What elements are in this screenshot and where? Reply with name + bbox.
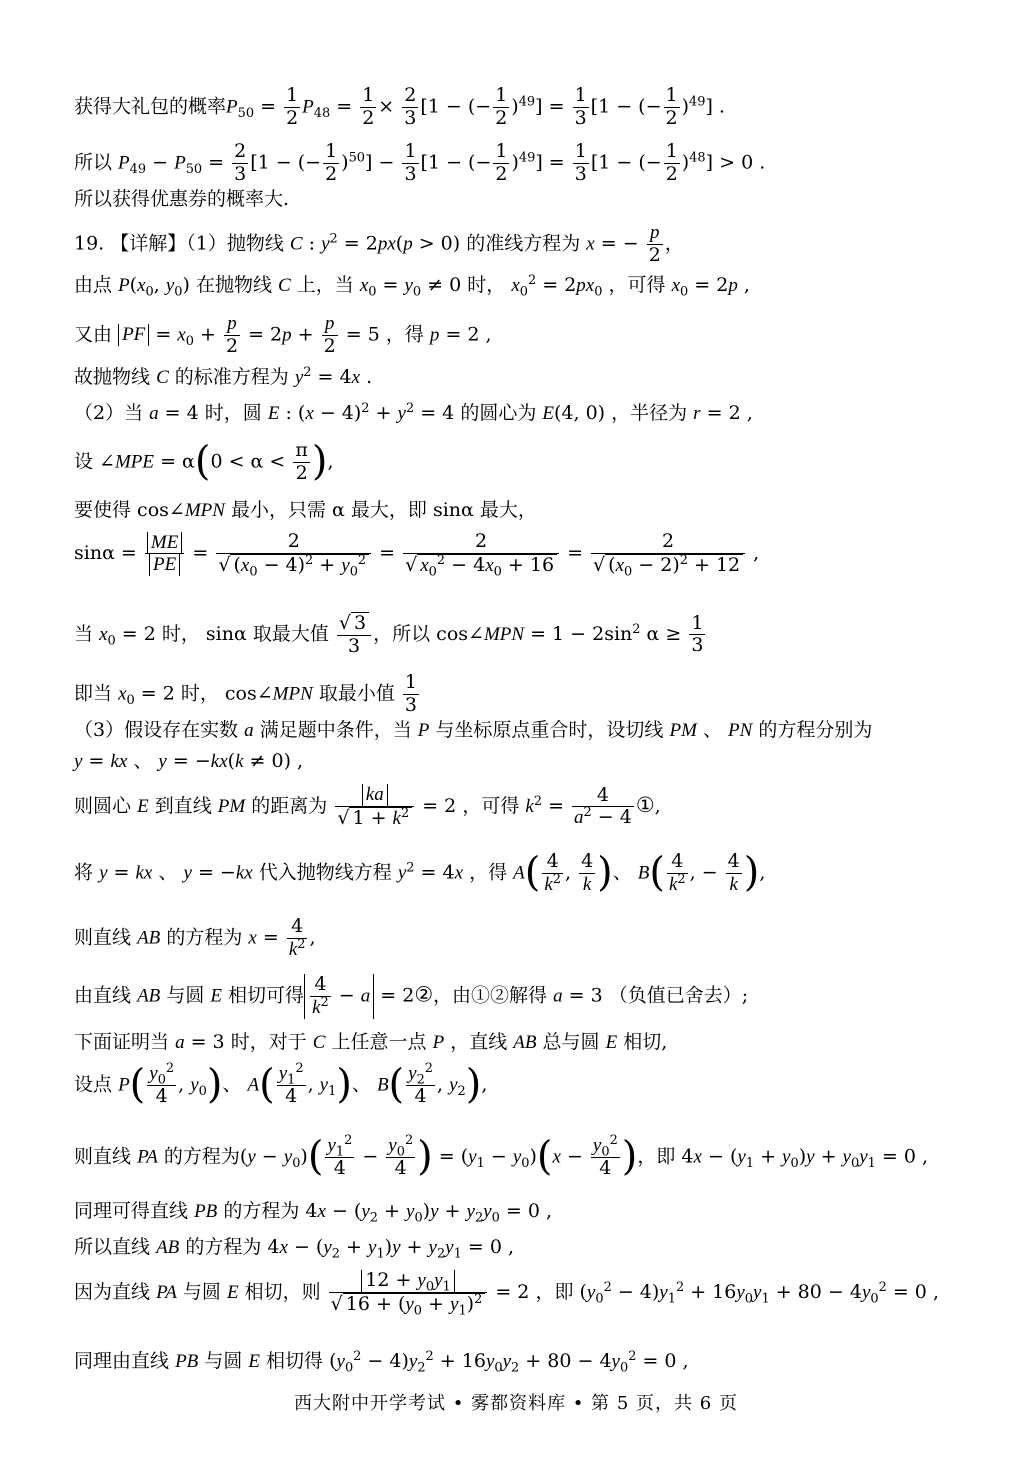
text: 则直线 <box>74 926 132 949</box>
text-line: sinα = $\frac{ME}{PE}$ = $\frac{2}{√ (x_0 - 4)^2 + y_0^2}$ = $\frac{2}{√ x_0^2 - 4x_0 + 16}$ = $\frac{2}{√ (x_0 - 2)^2 + 12}$ , <box>74 530 760 580</box>
text: 、 <box>158 861 178 884</box>
text: 与圆 <box>182 1280 221 1303</box>
text-line: 因为直线 PA 与圆 E 相切，则 $\frac{12 + y_0y_1}{√ 16 + (y_0 + y_1)^2}$ = 2 ，即 $(y_0^2 - 4)y_1^2 + 16y_0y_1 + 80 - 4y_0^2 = 0$ , <box>74 1269 939 1319</box>
text: 取最大值 <box>252 622 329 645</box>
text: ，所以 <box>373 622 431 645</box>
text: ，由①②解得 <box>433 984 548 1007</box>
text: ，直线 <box>450 1031 508 1053</box>
text: 同理可得直线 <box>74 1200 189 1222</box>
text: 时，对于 <box>230 1031 307 1053</box>
text: ，可得 <box>608 274 666 296</box>
text: 则直线 <box>74 1145 132 1168</box>
text: 最小，只需 <box>230 499 326 521</box>
text-line: （2）当 a = 4 时，圆 E : $(x - 4)^2 + y^2 = 4$ 的圆心为 E(4, 0) ，半径为 r = 2 , <box>74 400 753 424</box>
text: 的方程分别为 <box>758 719 873 741</box>
text: 因为直线 <box>74 1280 151 1303</box>
text: （3）假设存在实数 <box>74 719 239 741</box>
text: 的距离为 <box>251 794 328 817</box>
text-line: 由直线 AB 与圆 E 相切可得 $\frac{4}{k^2}$ − a = 2②，由①②解得 a = 3 （负值已舍去）; <box>74 973 749 1018</box>
text: 的圆心为 <box>460 402 537 424</box>
text: ，得 <box>385 323 424 346</box>
text-line: 则圆心 E 到直线 PM 的距离为 $\frac{ka}{√ 1 + k^2}$ = 2 ，可得 $k^2$ = $\frac{4}{a^2 - 4}$ ①, <box>74 783 661 829</box>
text-line: 当 $x_0 = 2$ 时， sinα 取最大值 $\frac{√ 3}{3}$ ，所以 cos∠MPN = $1 - 2\sin^2$ α ≥ $\frac{1}{3}$ <box>74 611 704 657</box>
text: 的方程为 <box>223 1200 300 1222</box>
text: 19. 【详解】（1）抛物线 <box>74 232 284 255</box>
text: ，半径为 <box>611 402 688 424</box>
text-line: 故抛物线 C 的标准方程为 $y^2 = 4x$ . <box>74 364 373 388</box>
text: 相切, <box>623 1031 668 1053</box>
text: 的方程为 <box>166 926 243 949</box>
text: 同理由直线 <box>74 1350 170 1372</box>
text: 上任意一点 <box>331 1031 427 1053</box>
text-line: 设点 P( $\frac{y_0^2}{4}$ , $y_0$)、 A( $\frac{y_1^2}{4}$ , $y_1$)、 B( $\frac{y_2^2}{4}$ , $y_2$), <box>74 1060 488 1108</box>
text: 由直线 <box>74 984 132 1007</box>
text: 相切得 <box>266 1350 324 1372</box>
text: 的方程为 <box>185 1236 262 1258</box>
text: 即当 <box>74 682 113 705</box>
page-footer: 西大附中开学考试 • 雾都资料库 • 第 5 页，共 6 页 <box>294 1393 738 1414</box>
text: 最大， <box>479 499 537 521</box>
text: 获得大礼包的概率 <box>74 95 227 118</box>
text-line: 则直线 AB 的方程为 x = $\frac{4}{k^2}$ , <box>74 915 316 960</box>
text: 当 <box>74 622 94 645</box>
text-line: 下面证明当 a = 3 时，对于 C 上任意一点 P ，直线 AB 总与圆 E 相切, <box>74 1031 668 1053</box>
text: 在抛物线 <box>195 274 272 296</box>
text: 时， <box>161 622 200 645</box>
text-line: 所以 $P_{49} - P_{50}$ = $\frac{2}{3}$ [1 − (− $\frac{1}{2}$ )$^{50}$] − $\frac{1}{3}$ [1 − (− $\frac{1}{2}$ )$^{49}$] = $\frac{1}{3}$ [1 − (− $\frac{1}{2}$ )$^{48}$] > 0 . <box>74 140 766 185</box>
text: 故抛物线 <box>74 366 151 388</box>
text: 所以直线 <box>74 1236 151 1258</box>
text-line: 获得大礼包的概率$P_{50}$ = $\frac{1}{2}$ $P_{48}$ = $\frac{1}{2}$ × $\frac{2}{3}$ [1 − (− $\frac{1}{2}$ )$^{49}$] = $\frac{1}{3}$ [1 − (− $\frac{1}{2}$ )$^{49}$] . <box>74 84 725 129</box>
text: 相切，则 <box>244 1280 321 1303</box>
text-line: 所以直线 AB 的方程为 $4x - (y_2 + y_1)y + y_2y_1 = 0$ , <box>74 1236 514 1262</box>
text: 则圆心 <box>74 794 132 817</box>
text-line: 同理可得直线 PB 的方程为 $4x - (y_2 + y_0)y + y_2y_0 = 0$ , <box>74 1200 552 1226</box>
text: 设点 <box>74 1073 113 1096</box>
text: 相切可得 <box>228 984 305 1007</box>
text: 取最小值 <box>318 682 395 705</box>
text: 要使得 <box>74 499 132 521</box>
text: 设 <box>74 450 94 473</box>
text: 将 <box>74 861 94 884</box>
text-line: 即当 $x_0 = 2$ 时， cos∠MPN 取最小值 $\frac{1}{3}$ <box>74 671 417 716</box>
text: 由点 <box>74 274 113 296</box>
text: 时，圆 <box>204 402 262 424</box>
text: 的方程为 <box>163 1145 240 1168</box>
text-line: 则直线 PA 的方程为$(y - y_0)$( $\frac{y_1^2}{4}$ − $\frac{y_0^2}{4}$ ) = $(y_1 - y_0)(x$ − $\frac{y_0^2}{4}$ )，即 $4x - (y_1 + y_0)y + y_0y_1 = 0$ , <box>74 1132 929 1180</box>
text: 的准线方程为 <box>466 232 581 255</box>
text: 与圆 <box>166 984 205 1007</box>
text: （负值已舍去）; <box>608 984 749 1007</box>
text: 与坐标原点重合时，设切线 <box>435 719 664 741</box>
text: 上，当 <box>296 274 354 296</box>
text: 又由 <box>74 323 113 346</box>
text-line: 要使得 cos∠MPN 最小，只需 α 最大，即 sinα 最大， <box>74 499 537 521</box>
text: 最大，即 <box>350 499 427 521</box>
text: ，即 <box>535 1280 574 1303</box>
text-line: 又由 PF = $x_0$ + $\frac{p}{2}$ = 2p + $\frac{p}{2}$ = 5 ，得 p = 2 , <box>74 313 492 357</box>
text-line: y = kx 、 y = −kx(k ≠ 0) , <box>74 750 304 772</box>
text: 所以获得优惠券的概率大. <box>74 188 290 210</box>
text: 时， <box>180 682 219 705</box>
text: 满足题中条件，当 <box>259 719 412 741</box>
text-line: 将 y = kx 、 y = −kx 代入抛物线方程 $y^2 = 4x$ ，得 A( $\frac{4}{k^2}$ , $\frac{4}{k}$ )、 B( $\frac{4}{k^2}$ , − $\frac{4}{k}$ ), <box>74 849 766 896</box>
text: 总与圆 <box>542 1031 600 1053</box>
text: 到直线 <box>154 794 212 817</box>
text: 代入抛物线方程 <box>258 861 392 884</box>
text-line: 设 ∠MPE = α(0 < α < $\frac{\pi}{2}$ ), <box>74 438 334 485</box>
text-line: 同理由直线 PB 与圆 E 相切得 $(y_0^2 - 4)y_2^2 + 16y_0y_2 + 80 - 4y_0^2 = 0$ , <box>74 1348 689 1376</box>
text: 与圆 <box>204 1350 243 1372</box>
text-line: 由点 $P(x_0$, $y_0$) 在抛物线 C 上，当 $x_0 = y_0 \ne 0$ 时， $x_0^2 = 2px_0$ ，可得 $x_0 = 2p$ , <box>74 272 750 300</box>
text: 下面证明当 <box>74 1031 170 1053</box>
text: 的标准方程为 <box>174 366 289 388</box>
text-line <box>74 190 992 209</box>
text: 、 <box>702 719 722 741</box>
text: ，即 <box>637 1145 676 1168</box>
text: ，可得 <box>462 794 520 817</box>
text-line: 19. 【详解】（1）抛物线 C : $y^2 = 2px(p > 0)$ 的准线方程为 x = − $\frac{p}{2}$ ， <box>74 222 684 266</box>
text: ，得 <box>469 861 508 884</box>
text-line: （3）假设存在实数 a 满足题中条件，当 P 与坐标原点重合时，设切线 PM 、 PN 的方程分别为 <box>74 719 873 741</box>
text: （2）当 <box>74 402 144 424</box>
text: 时， <box>467 274 506 296</box>
